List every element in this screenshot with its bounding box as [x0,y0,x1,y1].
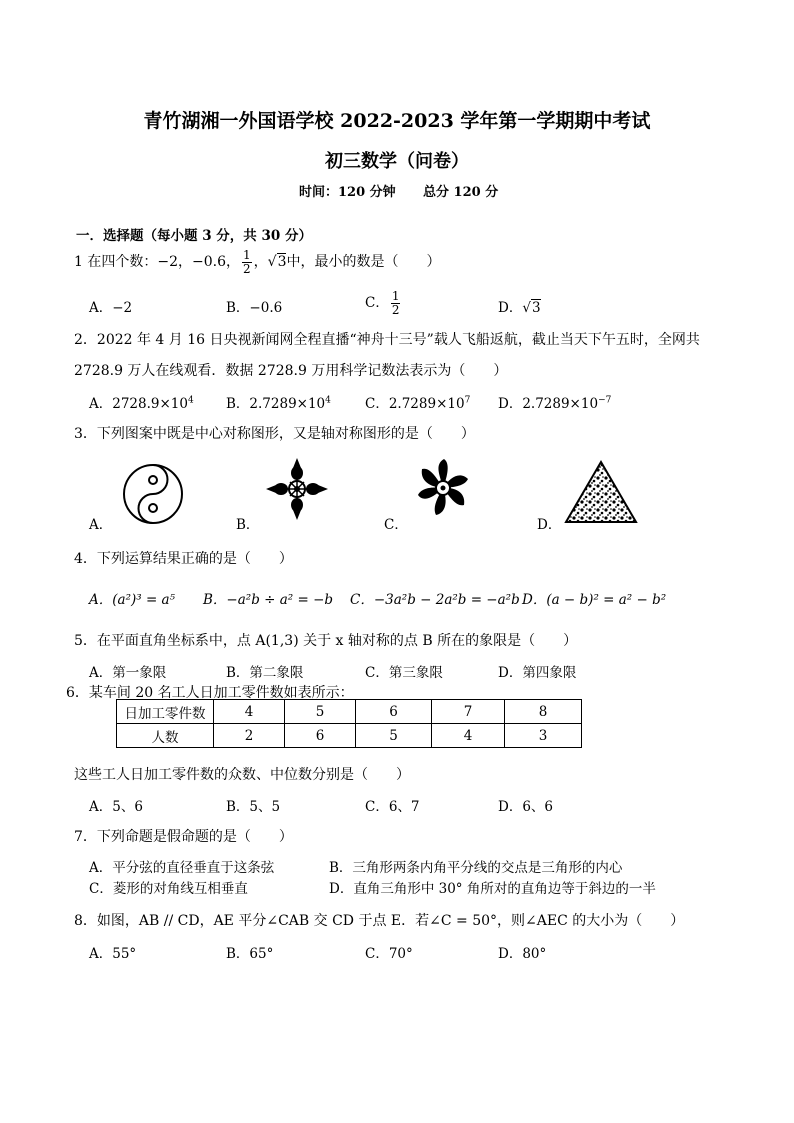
q1-sqrt: 3 [277,254,287,270]
q8-option-c: C．70° [365,946,413,962]
exam-subtitle: 初三数学（问卷） [325,151,469,172]
q3-option-a: A． [89,517,113,533]
yin-yang-figure [122,463,184,525]
q2-option-a [89,392,194,412]
section-heading: 一．选择题（每小题 3 分，共 30 分） [76,228,312,244]
q2-option-b [226,392,331,412]
q1-frac-num: 1 [243,247,251,262]
q6-option-b: B．5、5 [226,799,281,815]
table-cell: 5 [356,724,432,748]
q1-option-d-label: D． [498,300,523,316]
exam-time: 时间：120 分钟 [299,185,396,200]
q3-option-d: D． [537,517,562,533]
q1-c-num: 1 [391,289,400,303]
q6-option-d: D．6、6 [498,799,554,815]
question-1: 1 在四个数：−2，−0.6， $\frac{1}{2}$ ，√3中，最小的数是（ ） [74,247,441,276]
q4-option-d: D．(a − b)² = a² − b² [522,592,667,608]
flower-cross-figure [264,456,330,522]
q4-option-a: A．(a²)³ = a⁵ [89,592,176,608]
q3-text: 3．下列图案中既是中心对称图形，又是轴对称图形的是（ ） [74,426,475,442]
q5-option-d: D．第四象限 [498,665,577,681]
q1-option-a: A．−2 [89,300,133,316]
table-row [117,724,582,748]
q2-a-text: A．2728.9×10 [89,396,188,412]
table-cell: 3 [505,724,582,748]
q6-option-c: C．6、7 [365,799,420,815]
table-cell: 4 [214,700,285,724]
table-cell: 5 [285,700,356,724]
q5-option-c: C．第三象限 [365,665,443,681]
q4-option-b: B．−a²b ÷ a² = −b [203,592,334,608]
q1-frac-den: 2 [243,261,251,276]
swirl-flower-figure [410,455,476,521]
q1-option-c [365,288,402,318]
q7-option-b: B．三角形两条内角平分线的交点是三角形的内心 [329,860,623,876]
table-cell: 4 [432,724,505,748]
table-cell: 8 [505,700,582,724]
q8-option-d: D．80° [498,946,547,962]
q1-suffix: 中，最小的数是（ ） [286,254,441,270]
q6-table [116,699,582,748]
q6-question: 这些工人日加工零件数的众数、中位数分别是（ ） [74,767,410,783]
q1-option-b: B．−0.6 [226,300,283,316]
q1-c-den: 2 [391,303,400,317]
q5-option-b: B．第二象限 [226,665,304,681]
table-row [117,700,582,724]
q2-option-d [498,392,611,412]
table-cell: 7 [432,700,505,724]
q2-c-text: C．2.7289×10 [365,396,465,412]
q2-line-2: 2728.9 万人在线观看．数据 2728.9 万用科学记数法表示为（ ） [74,363,508,379]
table-cell: 6 [285,724,356,748]
q1-option-c-fraction [391,290,401,317]
q3-option-b: B． [236,517,260,533]
q2-b-exp: 4 [325,395,331,406]
q2-d-exp: −7 [598,395,612,406]
exam-title: 青竹湖湘一外国语学校 2022-2023 学年第一学期期中考试 [143,110,651,132]
q8-option-a: A．55° [89,946,137,962]
q7-option-d: D．直角三角形中 30° 角所对的直角边等于斜边的一半 [329,881,656,897]
q1-prefix: 1 在四个数：−2，−0.6， [74,254,240,270]
table-cell: 人数 [117,724,214,748]
q2-c-exp: 7 [464,395,471,406]
q1-option-d: D．√3 [498,300,541,316]
table-cell: 日加工零件数 [117,700,214,724]
q7-text: 7．下列命题是假命题的是（ ） [74,829,293,845]
q1-d-sqrt: 3 [531,300,541,316]
q1-sep: ， [253,254,268,270]
q1-fraction [242,249,252,276]
q3-option-c: C． [384,517,408,533]
q5-option-a: A．第一象限 [89,665,167,681]
q1-option-c-label: C． [365,295,389,311]
q2-a-exp: 4 [187,395,194,406]
q8-option-b: B．65° [226,946,274,962]
q2-option-c [365,392,470,412]
q4-option-c: C．−3a²b − 2a²b = −a²b [350,592,520,608]
q8-text: 8．如图，AB // CD，AE 平分∠CAB 交 CD 于点 E．若∠C = 50°，则∠AEC 的大小为（ ） [74,913,685,929]
speckled-triangle-figure [564,460,638,524]
q7-option-a: A．平分弦的直径垂直于这条弦 [89,860,275,876]
q6-option-a: A．5、6 [89,799,143,815]
q2-b-text: B．2.7289×10 [226,396,326,412]
q4-text: 4．下列运算结果正确的是（ ） [74,551,293,567]
table-cell: 6 [356,700,432,724]
q2-d-text: D．2.7289×10 [498,396,599,412]
exam-total: 总分 120 分 [423,185,499,200]
q6-text: 6．某车间 20 名工人日加工零件数如表所示： [66,685,354,701]
q7-option-c: C．菱形的对角线互相垂直 [89,881,248,897]
table-cell: 2 [214,724,285,748]
q5-text: 5．在平面直角坐标系中，点 A(1,3) 关于 x 轴对称的点 B 所在的象限是（ ） [74,633,578,649]
q2-line-1: 2．2022 年 4 月 16 日央视新闻网全程直播“神舟十三号”载人飞船返航，截止当天下午五时，全网共 [74,332,700,348]
